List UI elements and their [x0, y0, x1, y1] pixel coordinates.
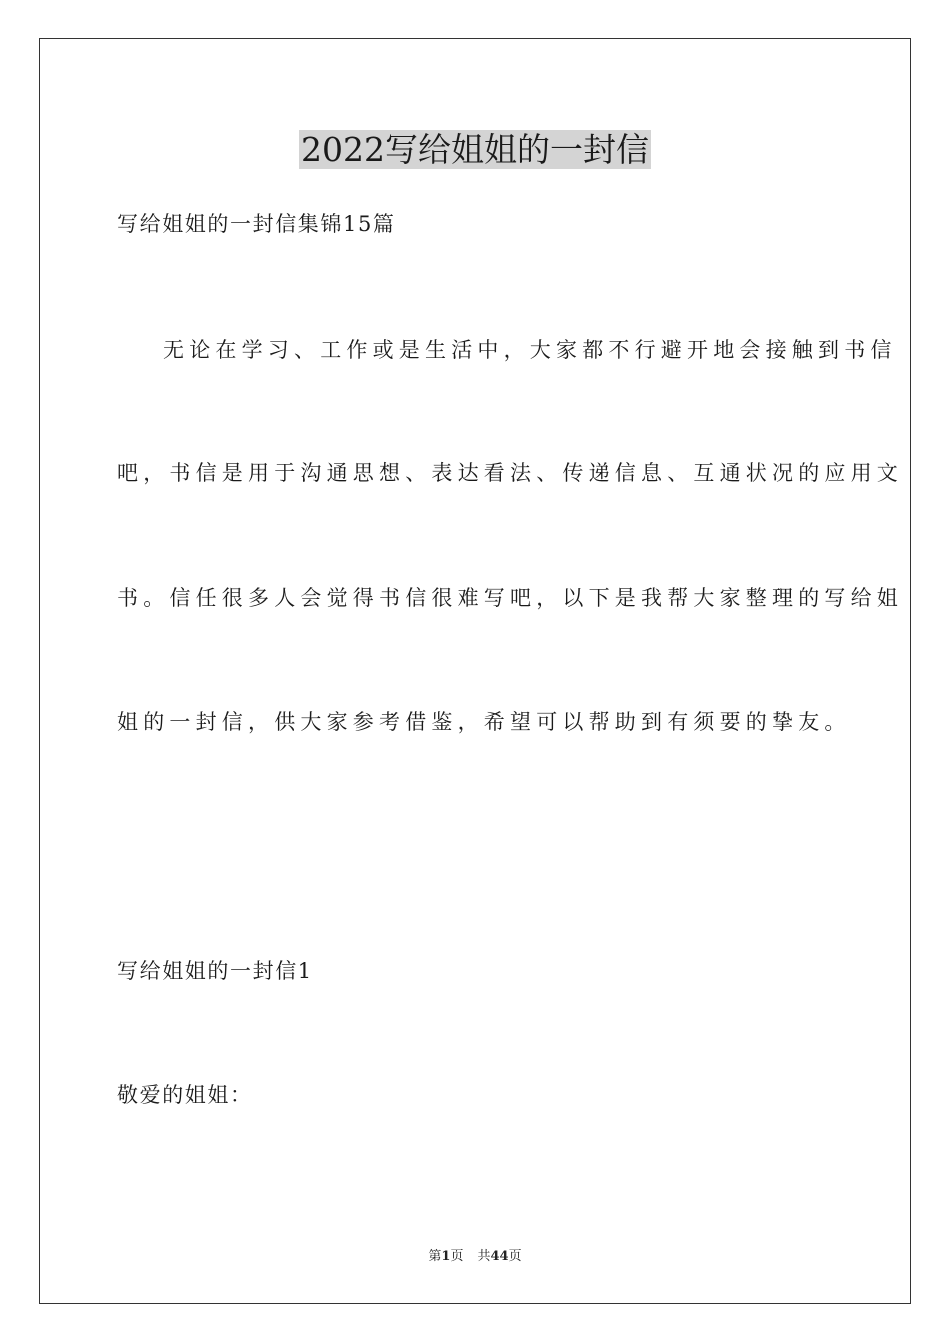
intro-paragraph-line-4: 姐的一封信，供大家参考借鉴，希望可以帮助到有须要的挚友。 — [117, 710, 851, 734]
total-pages: 44 — [490, 1249, 509, 1264]
document-subtitle: 写给姐姐的一封信集锦15篇 — [117, 212, 396, 236]
intro-paragraph-line-2: 吧，书信是用于沟通思想、表达看法、传递信息、互通状况的应用文 — [117, 461, 903, 485]
document-title-text: 2022写给姐姐的一封信 — [301, 130, 649, 169]
page-prefix: 第 — [428, 1249, 442, 1264]
intro-paragraph-line-1: 无论在学习、工作或是生活中，大家都不行避开地会接触到书信 — [163, 338, 897, 362]
page-number: 1 — [441, 1249, 451, 1264]
intro-paragraph-line-3: 书。信任很多人会觉得书信很难写吧，以下是我帮大家整理的写给姐 — [117, 586, 903, 610]
letter-salutation: 敬爱的姐姐： — [117, 1083, 253, 1107]
document-title — [0, 128, 950, 172]
total-prefix: 共 — [477, 1249, 491, 1264]
page-suffix: 页 — [450, 1249, 464, 1264]
section-heading: 写给姐姐的一封信1 — [117, 959, 313, 983]
page-footer — [0, 1248, 950, 1266]
total-suffix: 页 — [508, 1249, 522, 1264]
